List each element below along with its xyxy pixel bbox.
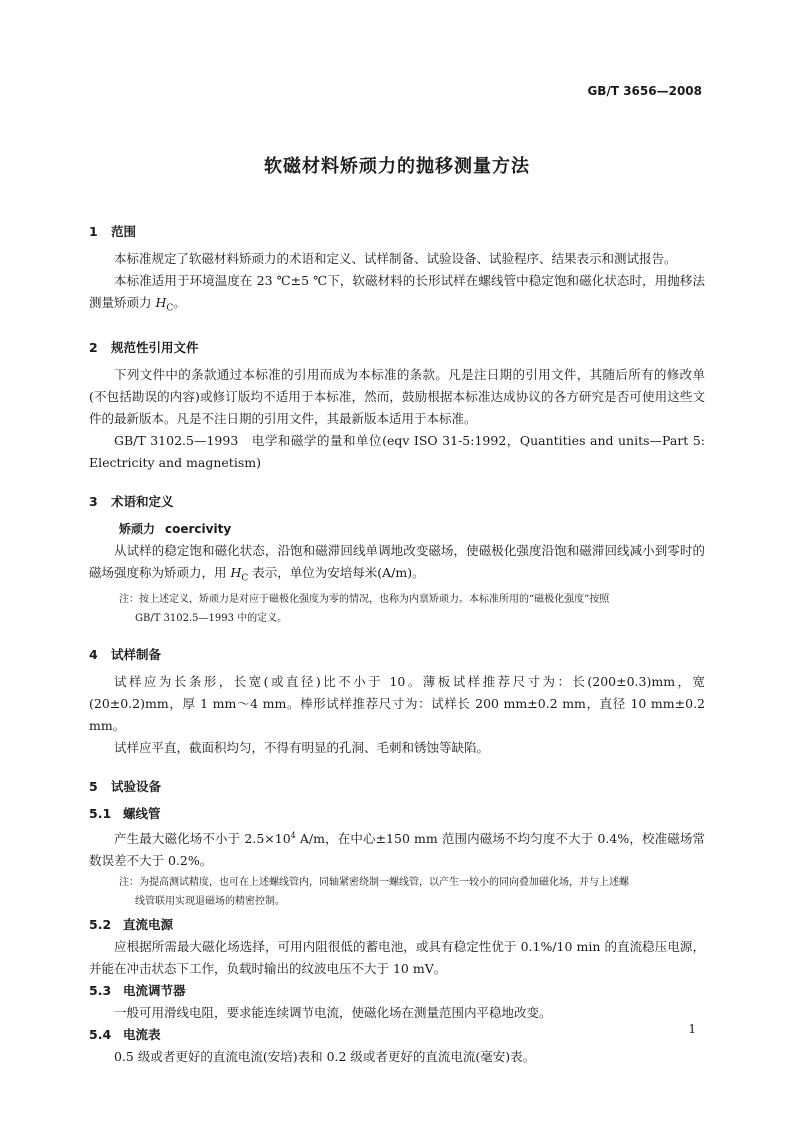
symbol-subscript: C <box>166 303 174 314</box>
section-title: 规范性引用文件 <box>111 339 199 355</box>
subsection-title: 电流调节器 <box>123 983 186 999</box>
text-run: 从试样的稳定饱和磁化状态，沿饱和磁滞回线单调地改变磁场，使磁极化强度沿饱和磁滞回线减小到零时的磁场强度称为矫顽力，用 <box>89 542 705 580</box>
term-definition <box>89 540 705 590</box>
section-number: 2 <box>89 339 98 355</box>
section-2-heading <box>89 336 705 360</box>
subsection-number: 5.2 <box>89 917 112 933</box>
reference-entry: GB/T 3102.5—1993 电学和磁学的量和单位(eqv ISO 31-5:1992，Quantities and units—Part 5: Electricity and magnetism) <box>89 432 705 470</box>
paragraph: 本标准规定了软磁材料矫顽力的术语和定义、试样制备、试验设备、试验程序、结果表示和测试报告。 <box>114 251 677 266</box>
note <box>89 590 705 628</box>
subsection-number: 5.3 <box>89 983 112 999</box>
subsection-title: 直流电源 <box>123 917 174 933</box>
paragraph: 一般可用滑线电阻，要求能连续调节电流，使磁化场在测量范围内平稳地改变。 <box>114 1005 552 1021</box>
paragraph: 试样应为长条形，长宽(或直径)比不小于 10。薄板试样推荐尺寸为：长(200±0.3)mm，宽(20±0.2)mm，厚 1 mm～4 mm。棒形试样推荐尺寸为：试样长 200 mm±0.2 mm，直径 10 mm±0.2 mm。 <box>89 674 705 733</box>
text-run: 表示，单位为安培每米(A/m)。 <box>248 564 425 580</box>
symbol-hc <box>230 564 249 583</box>
section-3-heading <box>89 490 705 514</box>
section-title: 试样制备 <box>111 647 162 662</box>
section-number: 4 <box>89 647 98 662</box>
symbol-subscript: C <box>241 573 249 583</box>
subsection-5-2-heading <box>89 914 705 936</box>
term-english: coercivity <box>165 521 232 536</box>
term-entry <box>89 518 705 540</box>
paragraph: 应根据所需最大磁化场选择，可用内阻很低的蓄电池，或具有稳定性优于 0.1%/10 min 的直流稳压电源，并能在冲击状态下工作，负载时输出的纹波电压不大于 10 mV。 <box>89 939 705 977</box>
section-5-heading <box>89 775 705 799</box>
section-title: 术语和定义 <box>111 493 174 509</box>
symbol: H <box>155 295 167 310</box>
subsection-title: 电流表 <box>123 1027 161 1043</box>
note-line: 线管联用实现退磁场的精密控制。 <box>135 896 285 908</box>
paragraph: 下列文件中的条款通过本标准的引用而成为本标准的条款。凡是注日期的引用文件，其随后所有的修改单(不包括勘误的内容)或修订版均不适用于本标准，然而，鼓励根据本标准达成协议的各方研究是否可使用这些文件的最新版本。凡是不注日期的引用文件，其最新版本适用于本标准。 <box>89 366 705 426</box>
subsection-5-1-heading <box>89 803 705 825</box>
note-line: 注：按上述定义，矫顽力是对应于磁极化强度为零的情况，也称为内禀矫顽力。本标准所用的“磁极化强度”按照 <box>119 594 610 605</box>
paragraph <box>89 825 705 872</box>
text-run: 本标准适用于环境温度在 23 ℃±5 ℃下，软磁材料的长形试样在螺线管中稳定饱和磁化状态时，用抛移法测量矫顽力 <box>89 273 705 310</box>
subsection-title: 螺线管 <box>123 806 161 821</box>
subsection-number: 5.1 <box>89 806 112 821</box>
section-number: 1 <box>89 224 98 239</box>
section-4-heading <box>89 643 705 667</box>
document-body <box>89 212 705 1068</box>
note-line: 注：为提高测试精度，也可在上述螺线管内，同轴紧密绕制一螺线管，以产生一较小的同向叠加磁化场，并与上述螺 <box>119 877 629 889</box>
section-1-heading <box>89 220 705 244</box>
subsection-number: 5.4 <box>89 1027 112 1043</box>
text-run: 。 <box>173 295 186 310</box>
paragraph <box>89 270 705 320</box>
note-line: GB/T 3102.5—1993 中的定义。 <box>135 613 288 624</box>
symbol-hc <box>155 295 174 314</box>
section-number: 5 <box>89 779 98 794</box>
term-chinese: 矫顽力 <box>119 521 156 536</box>
symbol: H <box>230 564 242 580</box>
page-number: 1 <box>688 1022 696 1036</box>
subsection-5-3-heading <box>89 980 705 1002</box>
text-run: 产生最大磁化场不小于 2.5×10 <box>114 831 291 847</box>
section-title: 试验设备 <box>111 779 162 794</box>
document-title: 软磁材料矫顽力的抛移测量方法 <box>264 156 530 177</box>
standard-number: GB/T 3656—2008 <box>587 84 702 98</box>
paragraph: 试样应平直，截面积均匀，不得有明显的孔洞、毛刺和锈蚀等缺陷。 <box>114 740 490 755</box>
subsection-5-4-heading <box>89 1024 705 1046</box>
section-title: 范围 <box>111 224 137 239</box>
superscript: 4 <box>290 831 296 840</box>
section-number: 3 <box>89 493 98 509</box>
paragraph: 0.5 级或者更好的直流电流(安培)表和 0.2 级或者更好的直流电流(毫安)表。 <box>114 1049 536 1065</box>
note <box>89 873 705 911</box>
text-run: A/m，在中心±150 mm 范围内磁场不均匀度不大于 0.4%，校准磁场常数误差不大于 0.2%。 <box>89 831 706 869</box>
